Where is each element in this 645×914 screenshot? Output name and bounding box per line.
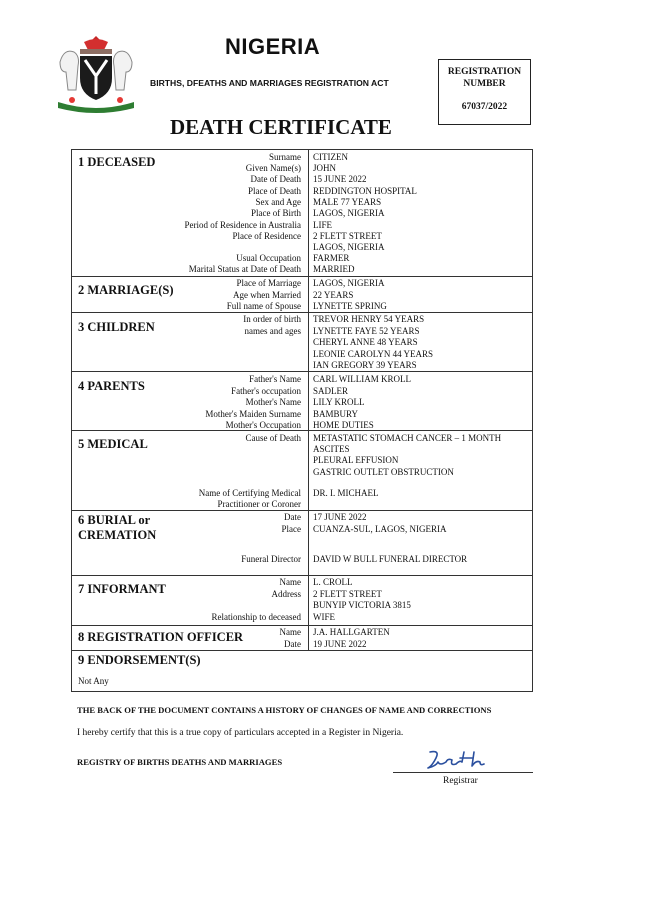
section-parents (72, 371, 532, 430)
field-row: IAN GREGORY 39 YEARS (313, 360, 417, 370)
field-row: Date 19 JUNE 2022 (284, 638, 367, 649)
section-title: 9 ENDORSEMENT(S) (78, 653, 201, 667)
field-row: Practitioner or Coroner (217, 499, 301, 509)
history-note: THE BACK OF THE DOCUMENT CONTAINS A HISTORY OF CHANGES OF NAME AND CORRECTIONS (77, 705, 492, 715)
section-title: 1 DECEASED (78, 155, 156, 169)
field-row: Place of Marriage LAGOS, NIGERIA (236, 278, 385, 288)
field-row: ASCITES (313, 444, 350, 454)
section-title: 5 MEDICAL (78, 437, 148, 451)
section-marriage (72, 276, 532, 312)
field-row: Funeral Director DAVID W BULL FUNERAL DIRECTOR (241, 554, 468, 564)
field-row: Sex and Age MALE 77 YEARS (255, 197, 382, 207)
field-row: CHERYL ANNE 48 YEARS (313, 337, 418, 347)
registration-number: 67037/2022 (461, 102, 508, 112)
section-title: 2 MARRIAGE(S) (78, 283, 174, 297)
field-row: Place of Death REDDINGTON HOSPITAL (248, 185, 417, 196)
field-row: LEONIE CAROLYN 44 YEARS (313, 348, 434, 359)
section-endorsement (72, 650, 532, 691)
field-row: Full name of Spouse LYNETTE SPRING (226, 301, 387, 311)
registration-label-number: NUMBER (463, 79, 506, 89)
field-row: Age when Married 22 YEARS (233, 289, 354, 300)
field-row: Place of Birth LAGOS, NIGERIA (251, 208, 385, 218)
registry-name: REGISTRY OF BIRTHS DEATHS AND MARRIAGES (77, 757, 283, 767)
field-row: Relationship to deceased WIFE (211, 611, 335, 622)
coat-of-arms-icon (50, 32, 142, 114)
field-row: GASTRIC OUTLET OBSTRUCTION (313, 466, 454, 477)
field-row: Father's occupation SADLER (231, 385, 349, 396)
field-row: Mother's Maiden Surname BAMBURY (205, 408, 359, 419)
field-row: Marital Status at Date of Death MARRIED (188, 264, 355, 274)
section-deceased (72, 150, 532, 276)
field-row: Given Name(s) JOHN (245, 163, 337, 173)
field-row: Surname CITIZEN (269, 152, 348, 162)
document-title: DEATH CERTIFICATE (170, 115, 392, 139)
field-row: Mother's Occupation HOME DUTIES (225, 419, 374, 430)
section-burial (72, 510, 532, 575)
field-row: In order of birth TREVOR HENRY 54 YEARS (243, 314, 425, 324)
section-children (72, 312, 532, 371)
act-title: BIRTHS, DFEATHS AND MARRIAGES REGISTRATION ACT (150, 78, 389, 88)
signature-line (393, 772, 533, 773)
section-title: 7 INFORMANT (78, 582, 166, 596)
section-medical (72, 430, 532, 510)
registration-number-box (438, 59, 531, 125)
certificate-table (71, 149, 533, 692)
field-row: Period of Residence in Australia LIFE (184, 219, 332, 230)
section-title: 6 BURIAL or (78, 513, 151, 527)
field-row: Place CUANZA-SUL, LAGOS, NIGERIA (281, 524, 447, 534)
field-row: Place of Residence 2 FLETT STREET (232, 231, 382, 241)
field-row: Mother's Name LILY KROLL (245, 397, 365, 407)
field-row: Name J.A. HALLGARTEN (279, 626, 390, 637)
section-title: 4 PARENTS (78, 379, 145, 393)
country-title: NIGERIA (225, 34, 321, 59)
field-row: Name L. CROLL (279, 577, 353, 587)
section-registration-officer (72, 625, 532, 650)
endorsement-value: Not Any (78, 676, 109, 686)
section-title-line-2: CREMATION (78, 528, 157, 542)
field-row: BUNYIP VICTORIA 3815 (313, 600, 411, 610)
section-informant (72, 575, 532, 625)
section-title: 3 CHILDREN (78, 320, 155, 334)
registration-label: REGISTRATION (447, 67, 522, 77)
certification-statement: I hereby certify that this is a true copy of particulars accepted in a Register in Nigeria. (77, 728, 404, 738)
field-row: Address 2 FLETT STREET (271, 588, 382, 599)
registrar-label: Registrar (443, 776, 478, 786)
registrar-signature (424, 748, 504, 772)
field-row: PLEURAL EFFUSION (313, 455, 399, 465)
field-row: names and ages LYNETTE FAYE 52 YEARS (244, 325, 420, 336)
field-row: Name of Certifying Medical DR. I. MICHAEL (198, 488, 379, 498)
field-row: Date 17 JUNE 2022 (284, 512, 367, 522)
field-row: Date of Death 15 JUNE 2022 (250, 174, 367, 184)
section-title: 8 REGISTRATION OFFICER (78, 630, 244, 644)
field-row: Cause of Death METASTATIC STOMACH CANCER – 1 MONTH (245, 433, 502, 443)
field-row: LAGOS, NIGERIA (313, 242, 385, 252)
field-row: Father's Name CARL WILLIAM KROLL (249, 374, 411, 384)
field-row: Usual Occupation FARMER (236, 253, 350, 263)
